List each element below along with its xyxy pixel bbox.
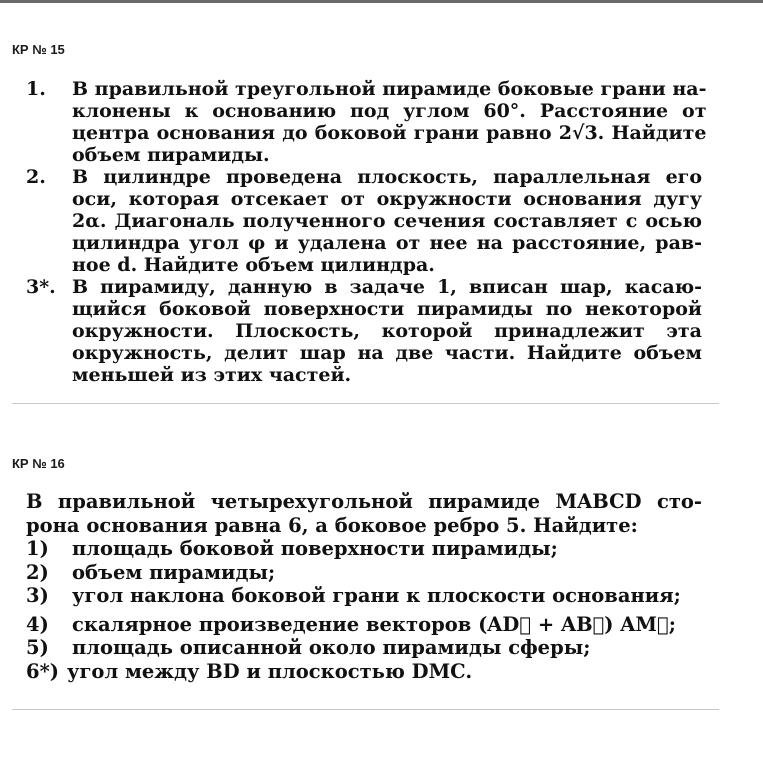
task-number: 1. [26,78,46,100]
task-line: окружность, делит шар на две части. Найдите объем [72,342,702,364]
task-line: В пирамиду, данную в задаче 1, вписан шар, касаю- [72,276,702,298]
task-line: В цилиндре проведена плоскость, параллельная его [72,166,702,188]
question-number: 1) [26,537,49,560]
task-2 [26,166,702,276]
task-1 [26,78,707,166]
top-border [0,0,763,3]
section-header-kr15: КР № 15 [12,42,65,57]
task-line: центра основания до боковой грани равно 2√3. Найдите [72,122,707,144]
task-line: щийся боковой поверхности пирамиды по некоторой [72,298,702,320]
question-text: площадь боковой поверхности пирамиды; [72,537,558,560]
question-text: объем пирамиды; [72,560,276,584]
question-item [26,613,702,637]
question-number: 2) [26,560,49,584]
question-text: угол между BD и плоскостью DMC. [67,659,473,683]
question-number: 6*) [26,659,59,683]
question-item [26,660,702,684]
task-3 [26,276,702,386]
question-item [26,537,702,561]
task-number: 2. [26,166,46,188]
task-number: 3*. [26,276,56,298]
question-text: угол наклона боковой грани к плоскости основания; [72,584,681,607]
task-line: ное d. Найдите объем цилиндра. [72,254,435,276]
intro-line: рона основания равна 6, а боковое ребро 5. Найдите: [26,513,638,537]
task-line: окружности. Плоскость, которой принадлежит эта [72,320,702,342]
question-item [26,636,702,660]
question-number: 4) [26,612,49,636]
task-line: цилиндра угол φ и удалена от нее на расстояние, рав- [72,232,702,254]
task-line: объем пирамиды. [72,144,270,166]
section-divider [12,403,719,404]
question-item [26,584,702,608]
question-text: скалярное произведение векторов (AD⃗ + AB⃗) AM⃗; [72,612,676,636]
task-line: оси, которая отсекает от окружности основания дугу [72,188,702,210]
question-number: 3) [26,584,49,607]
kr16-problem [26,490,702,683]
intro-line: В правильной четырехугольной пирамиде MABCD сто- [26,490,702,513]
task-line: 2α. Диагональ полученного сечения составляет с осью [72,210,702,232]
task-line: В правильной треугольной пирамиде боковые грани на- [72,78,707,100]
question-item [26,561,702,585]
task-line: меньшей из этих частей. [72,364,352,386]
question-number: 5) [26,636,49,659]
kr15-tasks [26,78,707,386]
section-header-kr16: КР № 16 [12,456,65,471]
question-text: площадь описанной около пирамиды сферы; [72,636,591,659]
section-divider [12,709,719,710]
task-line: клонены к основанию под углом 60°. Расстояние от [72,100,707,122]
